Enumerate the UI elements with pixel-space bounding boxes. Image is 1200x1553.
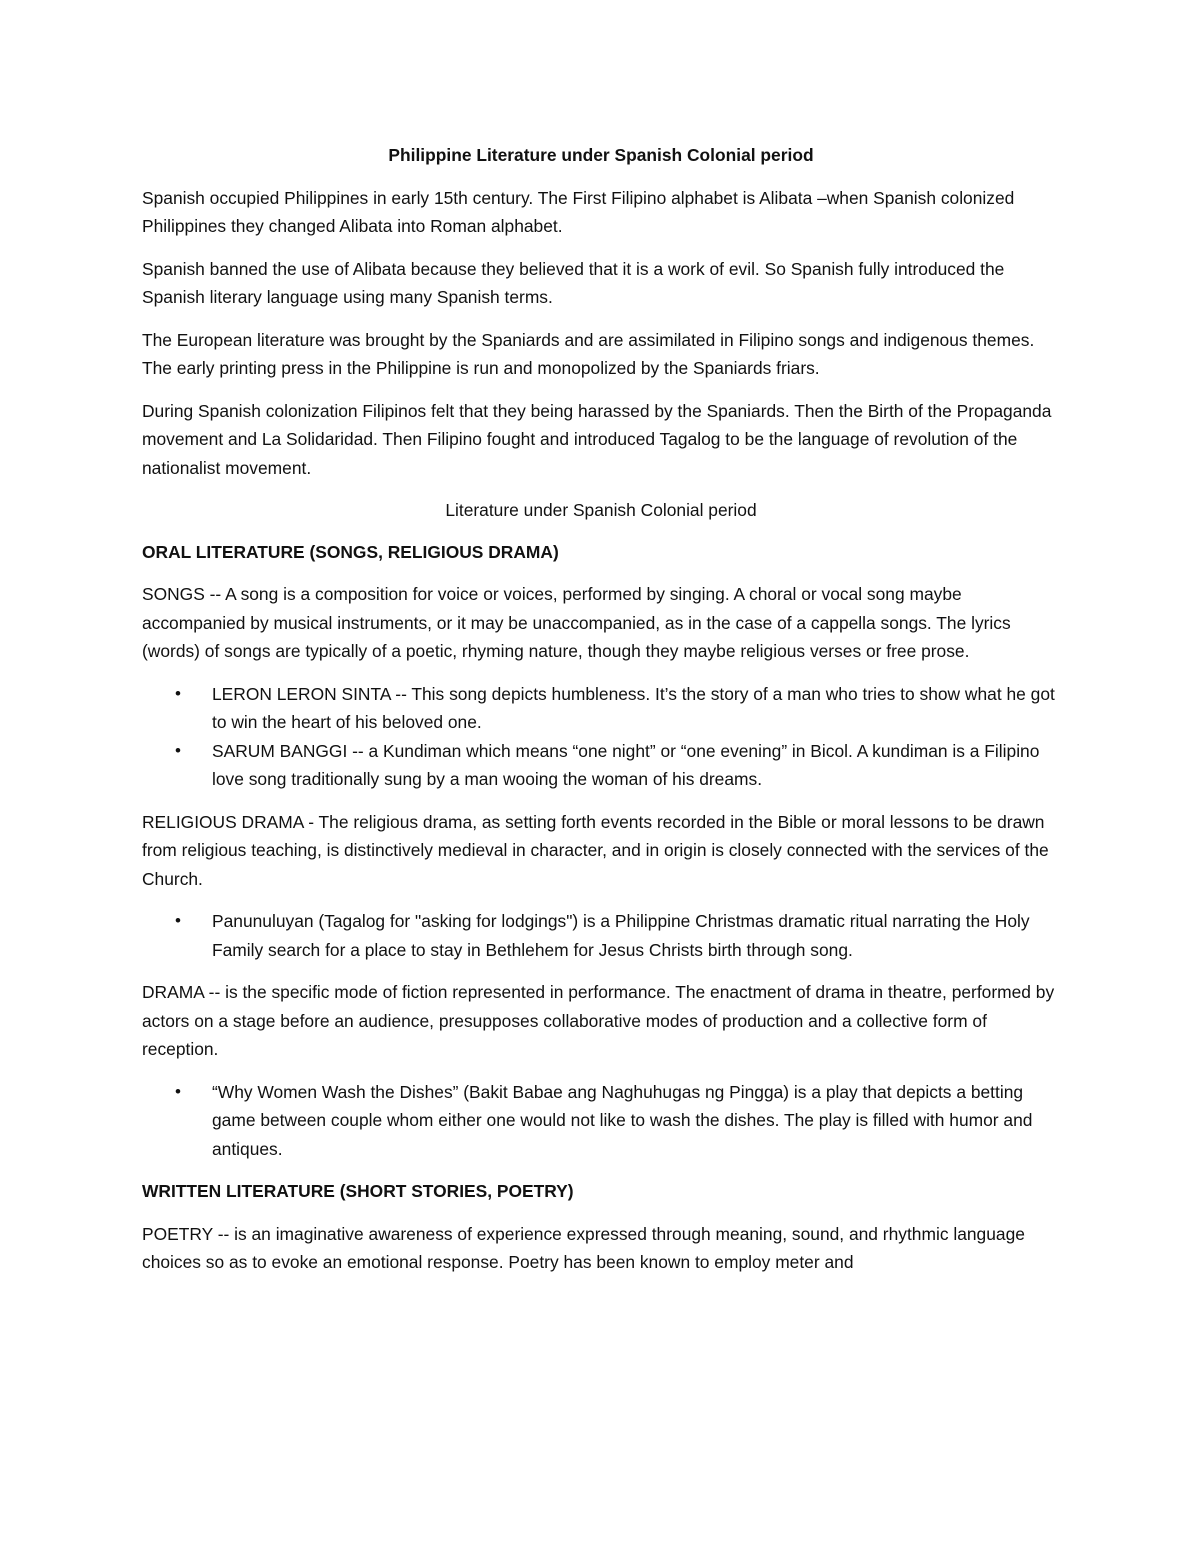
list-item (142, 737, 1060, 794)
songs-bullet-list (142, 680, 1060, 794)
songs-paragraph: SONGS -- A song is a composition for voice or voices, performed by singing. A choral or vocal song maybe accompanied by musical instruments, or it may be unaccompanied, as in the case of a cappella songs. The lyrics (words) of songs are typically of a poetic, rhyming nature, though they maybe religious verses or free prose. (142, 584, 1011, 661)
bullet-icon: • (175, 1081, 181, 1101)
intro-paragraph-1: Spanish occupied Philippines in early 15th century. The First Filipino alphabet is Alibata –when Spanish colonized Philippines they changed Alibata into Roman alphabet. (142, 187, 1015, 236)
drama-bullet-list (142, 1078, 1060, 1164)
intro-paragraph-4: During Spanish colonization Filipinos felt that they being harassed by the Spaniards. Then the Birth of the Propaganda movement and La Solidaridad. Then Filipino fought and introduced Tagalog to be the language of revolution of the nationalist movement. (142, 400, 1052, 478)
religious-drama-paragraph: RELIGIOUS DRAMA - The religious drama, as setting forth events recorded in the Bible or moral lessons to be drawn from religious teaching, is distinctively medieval in character, and in origin is closely connected with the services of the Church. (142, 811, 1049, 889)
list-item-text: Panunuluyan (Tagalog for "asking for lodgings") is a Philippine Christmas dramatic ritual narrating the Holy Family search for a place to stay in Bethlehem for Jesus Christs birth through song. (212, 911, 1030, 960)
bullet-icon: • (175, 683, 181, 703)
list-item (142, 1078, 1060, 1164)
list-item (142, 907, 1060, 964)
bullet-icon: • (175, 740, 181, 760)
list-item-text: LERON LERON SINTA -- This song depicts humbleness. It’s the story of a man who tries to show what he got to win the heart of his beloved one. (212, 683, 1055, 732)
document-title: Philippine Literature under Spanish Colonial period (388, 145, 814, 165)
list-item-text: “Why Women Wash the Dishes” (Bakit Babae ang Naghuhugas ng Pingga) is a play that depicts a betting game between couple whom either one would not like to wash the dishes. The play is filled with humor and antiques. (212, 1081, 1033, 1159)
written-literature-heading: WRITTEN LITERATURE (SHORT STORIES, POETRY) (142, 1181, 574, 1201)
oral-literature-heading: ORAL LITERATURE (SONGS, RELIGIOUS DRAMA) (142, 541, 559, 562)
list-item-text: SARUM BANGGI -- a Kundiman which means “one night” or “one evening” in Bicol. A kundiman is a Filipino love song traditionally sung by a man wooing the woman of his dreams. (212, 740, 1040, 789)
intro-paragraph-2: Spanish banned the use of Alibata because they believed that it is a work of evil. So Spanish fully introduced the Spanish literary language using many Spanish terms. (142, 258, 1005, 307)
religious-bullet-list (142, 907, 1060, 964)
bullet-icon: • (175, 911, 181, 930)
drama-paragraph: DRAMA -- is the specific mode of fiction represented in performance. The enactment of drama in theatre, performed by actors on a stage before an audience, presupposes collaborative modes of production and a collective form of reception. (142, 982, 1055, 1059)
section-subtitle: Literature under Spanish Colonial period (445, 500, 757, 520)
intro-paragraph-3: The European literature was brought by the Spaniards and are assimilated in Filipino songs and indigenous themes. The early printing press in the Philippine is run and monopolized by the Spaniards friars. (142, 329, 1035, 378)
poetry-paragraph: POETRY -- is an imaginative awareness of experience expressed through meaning, sound, and rhythmic language choices so as to evoke an emotional response. Poetry has been known to employ meter and (142, 1223, 1025, 1272)
list-item (142, 680, 1060, 737)
